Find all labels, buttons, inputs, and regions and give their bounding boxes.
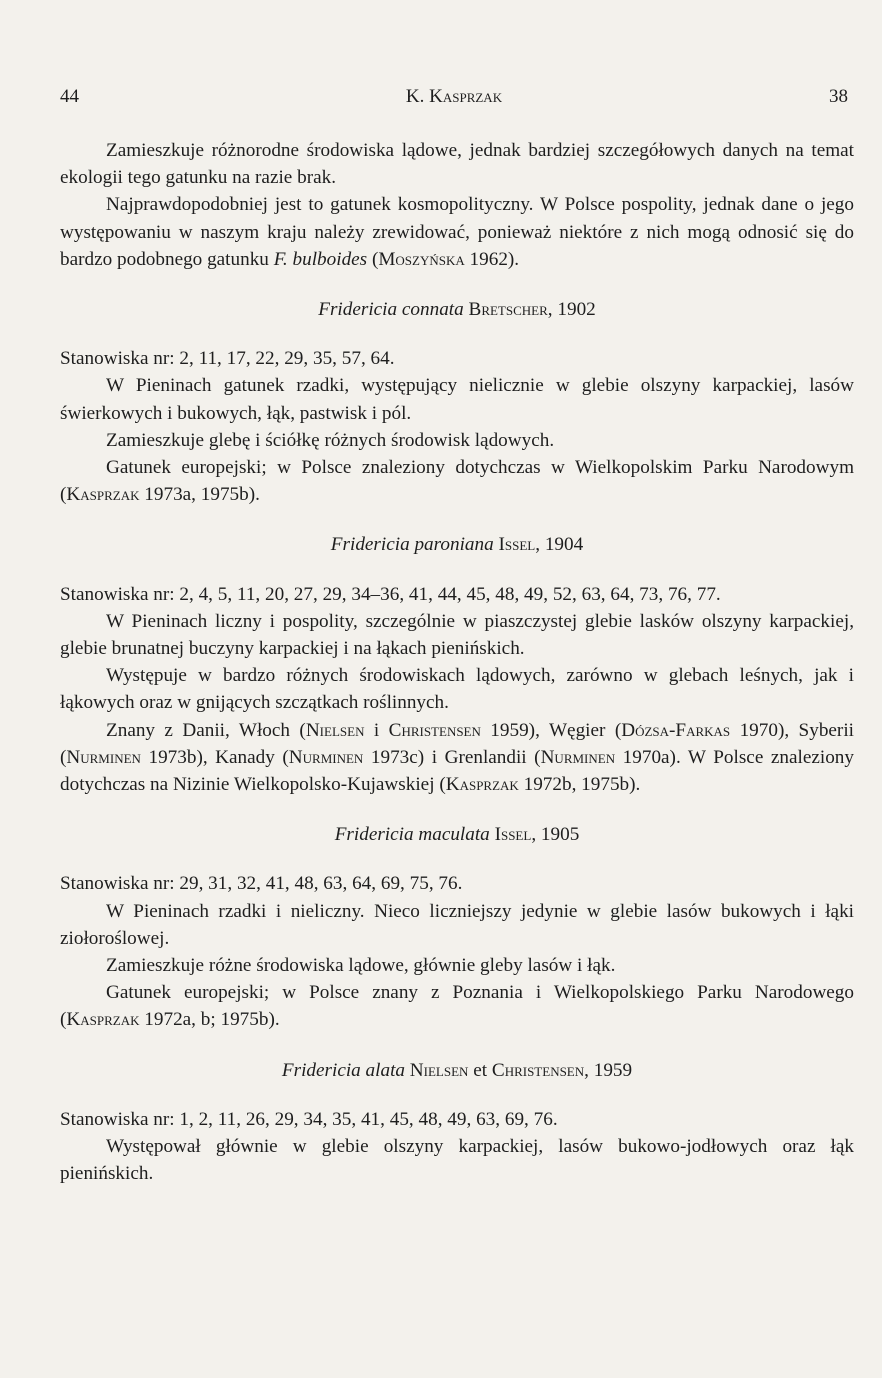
- species-heading-connata: Fridericia connata Bretscher, 1902: [318, 299, 596, 321]
- maculata-paragraph-1: W Pieninach rzadki i nieliczny. Nieco liczniejszy jedynie w glebie lasów bukowych i łąki ziołoroślowej.: [60, 900, 854, 949]
- author-ref: Dózsa-Farkas: [621, 719, 731, 741]
- running-head: K. Kasprzak: [405, 86, 503, 107]
- maculata-paragraph-3: Gatunek europejski; w Polsce znany z Poznania i Wielkopolskiego Parku Narodowego (Kasprzak 1972a, b; 1975b).: [60, 982, 854, 1031]
- intro-paragraph-1: Zamieszkuje różnorodne środowiska lądowe, jednak bardziej szczegółowych danych na temat ekologii tego gatunku na razie brak.: [60, 140, 854, 189]
- species-heading-paroniana: Fridericia paroniana Issel, 1904: [330, 534, 584, 556]
- stations-maculata: Stanowiska nr: 29, 31, 32, 41, 48, 63, 64, 69, 75, 76.: [60, 873, 463, 895]
- folio-number: 38: [829, 86, 848, 107]
- author-ref: Nurminen: [540, 746, 616, 768]
- author-ref: Nielsen: [305, 719, 365, 741]
- paroniana-paragraph-2: Występuje w bardzo różnych środowiskach lądowych, zarówno w glebach leśnych, jak i łąkowych oraz w gnijących szczątkach roślinnych.: [60, 665, 854, 714]
- author-ref: Nurminen: [66, 746, 141, 768]
- connata-paragraph-3: Gatunek europejski; w Polsce znaleziony dotychczas w Wielkopolskim Parku Narodowym (Kasprzak 1973a, 1975b).: [60, 457, 854, 506]
- author-ref: Kasprzak: [66, 1009, 140, 1031]
- author-ref: Christensen: [388, 719, 481, 741]
- page-header: [60, 86, 848, 110]
- paroniana-paragraph-1: W Pieninach liczny i pospolity, szczególnie w piaszczystej glebie lasków olszyny karpackiej, glebie brunatnej buczyny karpackiej i na łąkach pienińskich.: [60, 610, 854, 660]
- author-ref: Kasprzak: [66, 484, 140, 506]
- species-ref: F. bulboides: [273, 248, 368, 270]
- author-ref: Kasprzak: [445, 774, 519, 796]
- author-ref: Nurminen: [288, 746, 364, 768]
- paroniana-paragraph-3: Znany z Danii, Włoch (Nielsen i Christensen 1959), Węgier (Dózsa-Farkas 1970), Syberii (Nurminen 1973b), Kanady (Nurminen 1973c) i Grenlandii (Nurminen 1970a). W Polsce znaleziony dotychczas na Nizinie Wielkopolsko-Kujawskiej (Kasprzak 1972b, 1975b).: [60, 719, 854, 796]
- maculata-paragraph-2: Zamieszkuje różne środowiska lądowe, głównie gleby lasów i łąk.: [106, 955, 616, 977]
- connata-paragraph-2: Zamieszkuje glebę i ściółkę różnych środowisk lądowych.: [106, 429, 555, 451]
- species-heading-maculata: Fridericia maculata Issel, 1905: [334, 824, 580, 846]
- species-heading-alata: Fridericia alata Nielsen et Christensen, 1959: [281, 1059, 633, 1081]
- page-number: 44: [60, 86, 79, 107]
- page-body: [60, 137, 854, 1188]
- intro-paragraph-2: Najprawdopodobniej jest to gatunek kosmopolityczny. W Polsce pospolity, jednak dane o jego występowaniu w naszym kraju należy zrewidować, ponieważ niektóre z nich mogą odnosić się do bardzo podobnego gatunku F. bulboides (Moszyńska 1962).: [60, 194, 854, 270]
- alata-paragraph-1: Występował głównie w glebie olszyny karpackiej, lasów bukowo-jodłowych oraz łąk pienińskich.: [60, 1136, 854, 1185]
- stations-paroniana: Stanowiska nr: 2, 4, 5, 11, 20, 27, 29, 34–36, 41, 44, 45, 48, 49, 52, 63, 64, 73, 76, 77.: [60, 583, 721, 605]
- connata-paragraph-1: W Pieninach gatunek rzadki, występujący nielicznie w glebie olszyny karpackiej, lasów świerkowych i bukowych, łąk, pastwisk i pól.: [60, 375, 854, 424]
- stations-connata: Stanowiska nr: 2, 11, 17, 22, 29, 35, 57, 64.: [60, 348, 395, 370]
- stations-alata: Stanowiska nr: 1, 2, 11, 26, 29, 34, 35, 41, 45, 48, 49, 63, 69, 76.: [60, 1108, 558, 1130]
- author-ref: Moszyńska: [378, 248, 465, 270]
